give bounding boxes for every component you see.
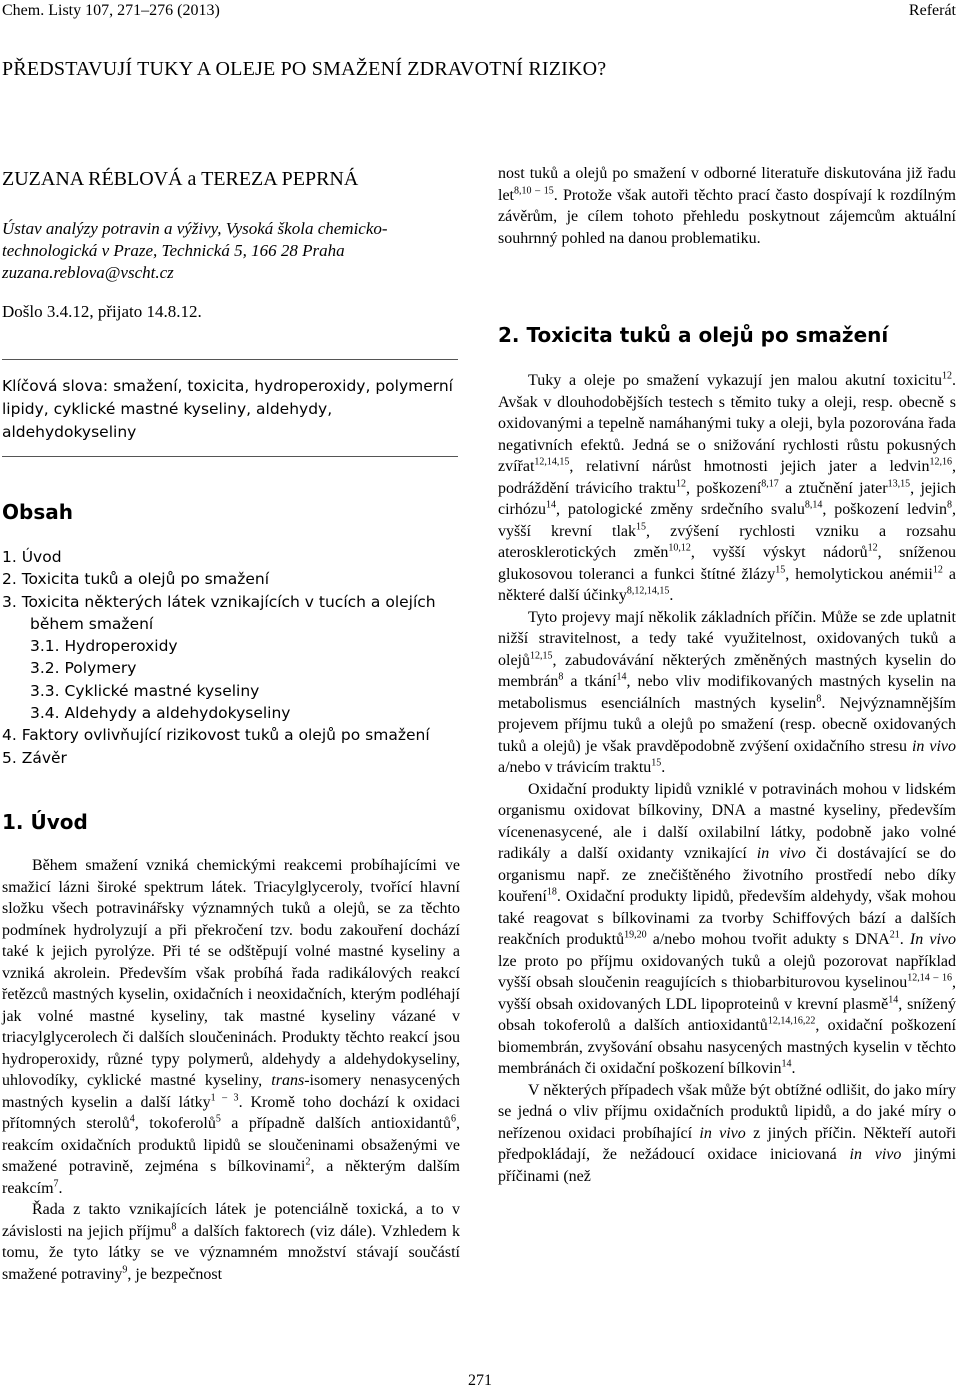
section-heading-toxicity: 2. Toxicita tuků a olejů po smažení [498,323,889,347]
toc-item[interactable]: 1. Úvod [2,548,62,566]
affiliation-line-1: Ústav analýzy potravin a výživy, Vysoká škola chemicko- [2,219,388,238]
journal-citation: Chem. Listy 107, 271–276 (2013) [2,2,220,19]
affiliation-line-2: technologická v Praze, Technická 5, 166 28 Praha [2,241,345,260]
toc-item[interactable]: 3.2. Polymery [30,659,137,678]
toc-item[interactable]: během smažení [30,614,154,633]
paragraph: Tuky a oleje po smažení vykazují jen malou akutní toxicitu$^{12}$. Avšak v dlouhodobějších testech s těmito tuky a oleji, resp. obecně s oxidovanými a tepelně namáhanými tuky a oleji, byla pozorována řada negativních efektů. Jedná se o snižování rychlosti růstu pokusných zvířat$^{12,14,15}$, relativní nárůst hmotnosti jejich jater a ledvin$^{12,16}$, podráždění trávicího traktu$^{12}$, poškození$^{8,17}$ a ztučnění jater$^{13,15}$, jejich cirhózu$^{14}$, patologické změny srdečního svalu$^{8,14}$, poškození ledvin$^8$, vyšší krevní tlak$^{15}$, zvýšení rychlosti vzniku a rozsahu aterosklerotických změn$^{10,12}$, vyšší výskyt nádorů$^{12}$, sníženou glukosovou toleranci a funkci štítné žlázy$^{15}$, hemolytickou anémii$^{12}$ a některé další účinky$^{8,12,14,15}$. [498,370,957,604]
toc-item[interactable]: 3. Toxicita některých látek vznikajících v tucích a olejích [2,592,436,611]
section-heading-intro: 1. Úvod [2,810,88,834]
toc-heading: Obsah [2,500,73,524]
toxicity-body [498,370,956,1187]
email[interactable]: zuzana.reblova@vscht.cz [2,263,174,282]
authors: ZUZANA RÉBLOVÁ a TEREZA PEPRNÁ [2,168,359,190]
paragraph: Během smažení vzniká chemickými reakcemi probíhajícími ve smažicí lázni široké spektrum látek. Triacylglyceroly, tvořící hlavní složku všech potravinářsky významných tuků a olejů, se za těchto podmínek hydrolyzují a při překročení tzv. bodu zakouření dochází také k jejich pyrolýze. Při té se odštěpují volné mastné kyseliny a vzniká akrolein. Především však probíhá řada radikálových reakcí řetězců mastných kyselin, oxidačních i neoxidačních, kterým podléhají jak volné mastné kyseliny, tak mastné kyseliny vázané v triacylglycerolech či dalších sloučeninách. Produkty těchto reakcí jsou hydroperoxidy, různé typy polymerů, aldehydy a aldehydokyseliny, uhlovodíky, cyklické mastné kyseliny, trans-isomery nenasycených mastných kyselin a další látky$^{1 - 3}$. Kromě toho dochází k oxidaci přítomných sterolů$^4$, tokoferolů$^5$ a případně dalších antioxidantů$^6$, reakcím oxidačních produktů lipidů se sloučeninami obsaženými ve smažené potravině, zejména s bílkovinami$^2$, a některým dalším reakcím$^7$. [2,857,461,1197]
toc-item[interactable]: 3.4. Aldehydy a aldehydokyseliny [30,704,291,723]
paragraph: Tyto projevy mají několik základních příčin. Může se zde uplatnit nižší stravitelnost, a tedy také využitelnost, oxidovaných tuků a olejů$^{12,15}$, zabudovávání některých změněných mastných kyselin do membrán$^8$ a tkání$^{14}$, nebo vliv modifikovaných mastných kyselin na metabolismus esenciálních mastných kyselin$^8$. Nejvýznamnějším projevem příjmu tuků a olejů po smažení (resp. obecně oxidovaných tuků a olejů) je však pravděpodobně zvýšení oxidačního stresu in vivo a/nebo v trávicím traktu$^{15}$. [498,608,957,776]
toc-item[interactable]: 5. Závěr [2,748,67,767]
section-label: Referát [908,2,956,19]
paragraph: nost tuků a olejů po smažení v odborné literatuře diskutována již řadu let$^{8,10 - 15}$. Protože však autoři těchto prací často dospívají k rozdílným závěrům, je cílem tohoto přehledu poskytnout zájemcům aktuální souhrnný pohled na danou problematiku. [498,165,956,247]
keywords: Klíčová slova: smažení, toxicita, hydroperoxidy, polymerní lipidy, cyklické mastné kyseliny, aldehydy, aldehydokyseliny [2,377,453,441]
divider-top [2,359,458,360]
toc-item[interactable]: 3.3. Cyklické mastné kyseliny [30,681,260,700]
affiliation [2,218,462,284]
paragraph: Oxidační produkty lipidů vzniklé v potravinách mohou v lidském organismu oxidovat bílkoviny, DNA a mastné kyseliny, především vícenenasycené, ale i další oxilabilní látky, podobně jako volné radikály a další oxidanty vznikající in vivo či dostávající se do organismu např. ze znečištěného životního prostředí nebo díky kouření$^{18}$. Oxidační produkty lipidů, především aldehydy, však mohou také reagovat s bílkovinami za tvorby Schiffových bází a dalších reakčních produktů$^{19,20}$ a/nebo mohou tvořit adukty s DNA$^{21}$. In vivo lze proto po příjmu oxidovaných tuků a olejů pozorovat například vyšší obsah sloučenin reagujících s thiobarbiturovou kyselinou$^{12,14 - 16}$, vyšší obsah oxidovaných LDL lipoproteinů v krevní plasmě$^{14}$, snížený obsah tokoferolů a dalších antioxidantů$^{12,14,16,22}$, oxidační poškození biomembrán, zvyšování obsahu nasycených mastných kyselin v těchto membránách či oxidační poškození bílkovin$^{14}$. [498,780,957,1077]
running-header [0,0,960,22]
continued-intro [498,163,956,249]
divider-bottom [2,456,458,457]
table-of-contents [2,546,472,769]
toc-item[interactable]: 2. Toxicita tuků a olejů po smažení [2,570,270,589]
toc-item[interactable]: 3.1. Hydroperoxidy [30,637,178,656]
intro-body [2,855,460,1285]
article-title: PŘEDSTAVUJÍ TUKY A OLEJE PO SMAŽENÍ ZDRAVOTNÍ RIZIKO? [2,58,607,80]
paragraph: V některých případech však může být obtížné odlišit, do jako míry se jedná o vliv příjmu oxidačních produktů lipidů, a do jaké míry o neřízenou oxidaci probíhající in vivo z jiných příčin. Někteří autoři předpokládají, že nežádoucí oxidace iniciovaná in vivo jinými příčinami (než [498,1081,957,1185]
received-date: Došlo 3.4.12, přijato 14.8.12. [2,302,202,321]
toc-item[interactable]: 4. Faktory ovlivňující rizikovost tuků a olejů po smažení [2,726,430,745]
paragraph: Řada z takto vznikajících látek je potenciálně toxická, a to v závislosti na jejich příjmu$^8$ a dalších faktorech (viz dále). Vzhledem k tomu, že tyto látky se ve významném množství stávají součástí smažené potraviny$^9$, je bezpečnost [2,1201,460,1283]
page-number: 271 [468,1372,492,1389]
